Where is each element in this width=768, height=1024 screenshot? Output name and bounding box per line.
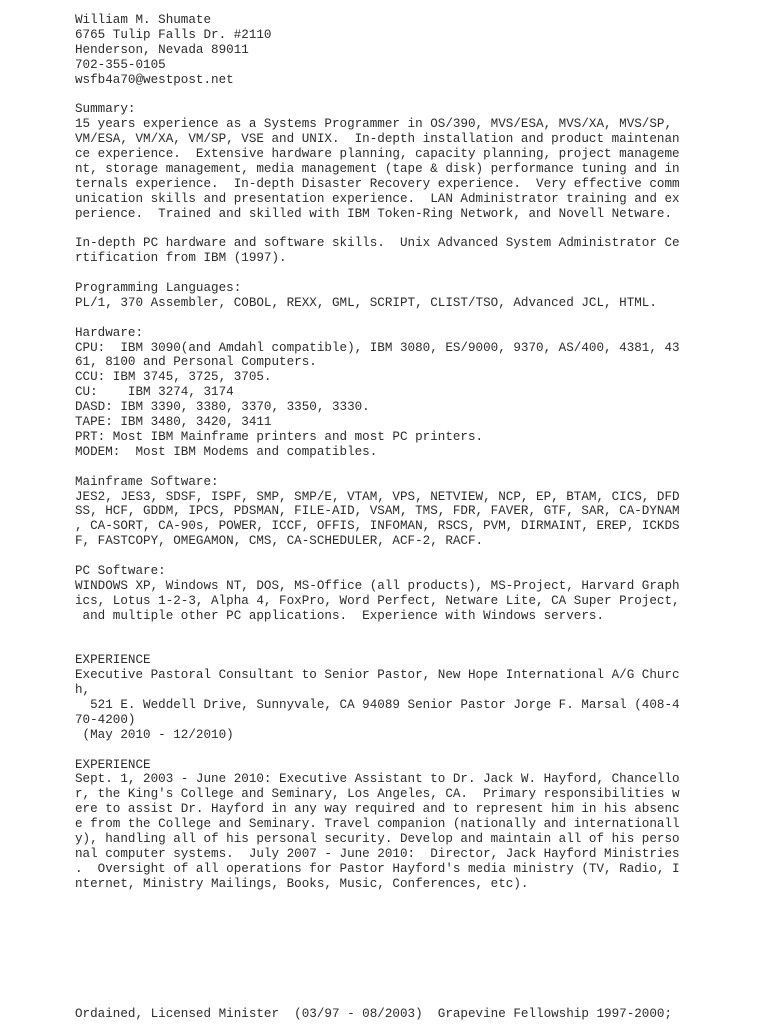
- section-heading-summary: Summary:: [75, 102, 136, 117]
- section-heading-hardware: Hardware:: [75, 325, 144, 340]
- hardware-section: [75, 326, 755, 460]
- spacer: [75, 460, 755, 475]
- section-heading-programming: Programming Languages:: [75, 281, 242, 296]
- experience-line: ere to assist Dr. Hayford in any way required and to represent him in his absenc: [75, 802, 680, 817]
- summary-line: VM/ESA, VM/XA, VM/SP, VSE and UNIX. In-depth installation and product maintenan: [75, 132, 680, 147]
- mainframe-software-line: SS, HCF, GDDM, IPCS, PDSMAN, FILE-AID, VSAM, TMS, FDR, FAVER, GTF, SAR, CA-DYNAM: [75, 504, 680, 519]
- experience-line: Sept. 1, 2003 - June 2010: Executive Assistant to Dr. Jack W. Hayford, Chancello: [75, 772, 680, 787]
- experience-line: e from the College and Seminary. Travel companion (nationally and internationall: [75, 817, 680, 832]
- spacer: [75, 221, 755, 236]
- summary-line: ce experience. Extensive hardware planning, capacity planning, project manageme: [75, 147, 680, 162]
- pc-software-line: ics, Lotus 1-2-3, Alpha 4, FoxPro, Word Perfect, Netware Lite, CA Super Project,: [75, 593, 680, 608]
- mainframe-software-section: [75, 475, 755, 549]
- experience-section-1: [75, 653, 755, 742]
- section-heading-mainframe-software: Mainframe Software:: [75, 474, 219, 489]
- spacer: [75, 87, 755, 102]
- spacer: [75, 638, 755, 653]
- experience-line: nternet, Ministry Mailings, Books, Music, Conferences, etc).: [75, 876, 529, 891]
- summary-line: ternals experience. In-depth Disaster Recovery experience. Very effective comm: [75, 176, 680, 191]
- hardware-line: PRT: Most IBM Mainframe printers and most PC printers.: [75, 429, 484, 444]
- spacer: [75, 743, 755, 758]
- experience-line: h,: [75, 683, 91, 698]
- summary-section: [75, 102, 755, 266]
- experience-line: 521 E. Weddell Drive, Sunnyvale, CA 94089 Senior Pastor Jorge F. Marsal (408-4: [75, 697, 680, 712]
- contact-block: [75, 13, 755, 87]
- summary-pc-line: In-depth PC hardware and software skills. Unix Advanced System Administrator Ce: [75, 236, 680, 251]
- experience-line: y), handling all of his personal security. Develop and maintain all of his perso: [75, 831, 680, 846]
- contact-city: Henderson, Nevada 89011: [75, 42, 249, 57]
- experience-line: . Oversight of all operations for Pastor Hayford's media ministry (TV, Radio, I: [75, 861, 680, 876]
- experience-section-2: [75, 758, 755, 892]
- contact-email: wsfb4a70@westpost.net: [75, 72, 234, 87]
- experience-line: r, the King's College and Seminary, Los Angeles, CA. Primary responsibilities w: [75, 787, 680, 802]
- programming-section: [75, 281, 755, 311]
- contact-phone: 702-355-0105: [75, 57, 166, 72]
- mainframe-software-line: JES2, JES3, SDSF, ISPF, SMP, SMP/E, VTAM, VPS, NETVIEW, NCP, EP, BTAM, CICS, DFD: [75, 489, 680, 504]
- experience-line: Executive Pastoral Consultant to Senior Pastor, New Hope International A/G Churc: [75, 668, 680, 683]
- experience-line: (May 2010 - 12/2010): [75, 727, 234, 742]
- mainframe-software-line: , CA-SORT, CA-90s, POWER, ICCF, OFFIS, INFOMAN, RSCS, PVM, DIRMAINT, EREP, ICKDS: [75, 519, 680, 534]
- spacer: [75, 624, 755, 639]
- hardware-line: CCU: IBM 3745, 3725, 3705.: [75, 370, 272, 385]
- section-heading-pc-software: PC Software:: [75, 563, 166, 578]
- spacer: [75, 549, 755, 564]
- summary-line: nt, storage management, media management (tape & disk) performance tuning and in: [75, 161, 680, 176]
- hardware-line: TAPE: IBM 3480, 3420, 3411: [75, 415, 272, 430]
- pc-software-section: [75, 564, 755, 624]
- ordination-line: Ordained, Licensed Minister (03/97 - 08/2003) Grapevine Fellowship 1997-2000;: [75, 1007, 673, 1021]
- spacer: [75, 311, 755, 326]
- summary-line: perience. Trained and skilled with IBM Token-Ring Network, and Novell Netware.: [75, 206, 673, 221]
- section-heading-experience: EXPERIENCE: [75, 653, 151, 668]
- spacer: [75, 266, 755, 281]
- hardware-line: 61, 8100 and Personal Computers.: [75, 355, 317, 370]
- contact-street: 6765 Tulip Falls Dr. #2110: [75, 27, 272, 42]
- summary-line: unication skills and presentation experience. LAN Administrator training and ex: [75, 191, 680, 206]
- hardware-line: CU: IBM 3274, 3174: [75, 385, 234, 400]
- mainframe-software-line: F, FASTCOPY, OMEGAMON, CMS, CA-SCHEDULER, ACF-2, RACF.: [75, 534, 484, 549]
- hardware-line: MODEM: Most IBM Modems and compatibles.: [75, 444, 378, 459]
- summary-pc-line: rtification from IBM (1997).: [75, 251, 287, 266]
- contact-name: William M. Shumate: [75, 13, 212, 27]
- programming-line: PL/1, 370 Assembler, COBOL, REXX, GML, SCRIPT, CLIST/TSO, Advanced JCL, HTML.: [75, 295, 657, 310]
- experience-line: 70-4200): [75, 712, 136, 727]
- hardware-line: CPU: IBM 3090(and Amdahl compatible), IBM 3080, ES/9000, 9370, AS/400, 4381, 43: [75, 340, 680, 355]
- resume-document: [75, 13, 755, 892]
- hardware-line: DASD: IBM 3390, 3380, 3370, 3350, 3330.: [75, 400, 370, 415]
- pc-software-line: and multiple other PC applications. Experience with Windows servers.: [75, 608, 605, 623]
- pc-software-line: WINDOWS XP, Windows NT, DOS, MS-Office (all products), MS-Project, Harvard Graph: [75, 578, 680, 593]
- summary-line: 15 years experience as a Systems Programmer in OS/390, MVS/ESA, MVS/XA, MVS/SP,: [75, 117, 673, 132]
- experience-line: nal computer systems. July 2007 - June 2010: Director, Jack Hayford Ministries: [75, 846, 680, 861]
- section-heading-experience: EXPERIENCE: [75, 757, 151, 772]
